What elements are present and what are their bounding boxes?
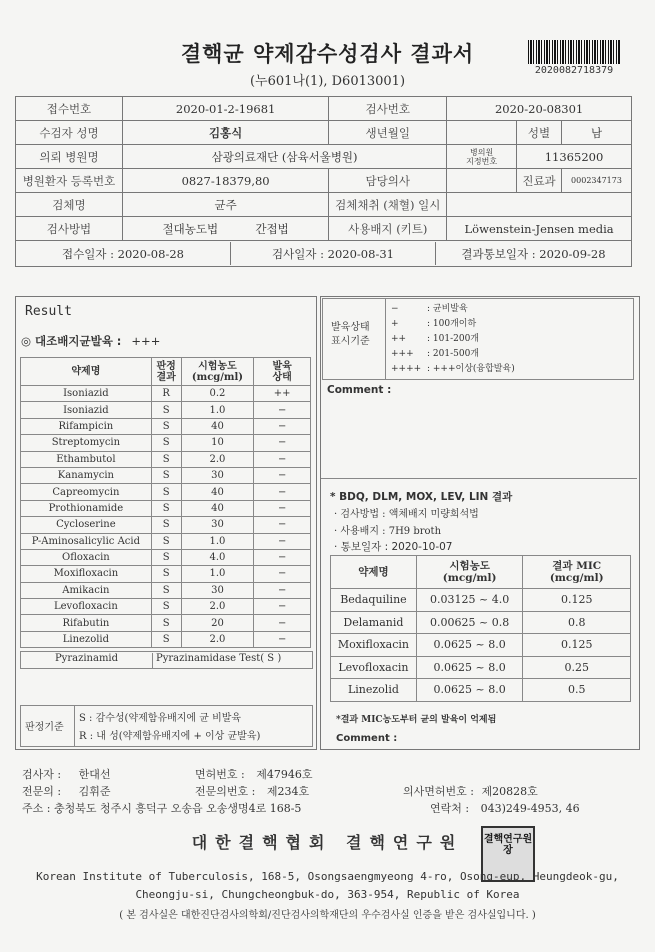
mic-table (330, 555, 631, 702)
growth-status: − (254, 615, 311, 631)
growth-status: − (254, 467, 311, 483)
drug-name: P-Aminosalicylic Acid (21, 533, 152, 549)
concentration: 40 (181, 484, 254, 500)
judgment: S (151, 599, 181, 615)
hospital-label: 의뢰 병원명 (16, 145, 123, 169)
method-indirect: 간접법 (255, 221, 289, 236)
drug-row (21, 435, 311, 451)
drug-row (21, 599, 311, 615)
criteria-r: R : 내 성(약제함유배지에 + 이상 균발육) (79, 731, 261, 742)
spec-no-line (195, 783, 309, 799)
mic-range: 0.0625 ~ 8.0 (416, 656, 523, 679)
growth-status: − (254, 435, 311, 451)
mic-result: 0.5 (523, 679, 631, 702)
hospital-name: 삼광의료재단 (삼육서울병원) (122, 145, 446, 169)
concentration: 40 (181, 500, 254, 516)
mic-row (331, 589, 631, 612)
legend-symbol: + (391, 319, 399, 329)
address: 충청북도 청주시 흥덕구 오송읍 오송생명4로 168-5 (53, 802, 302, 815)
drug-name: Kanamycin (21, 467, 152, 483)
legend-items (391, 301, 515, 376)
drug-name: Prothionamide (21, 500, 152, 516)
growth-status: − (254, 582, 311, 598)
comment-label: Comment : (327, 384, 392, 396)
mic-rows (331, 589, 631, 702)
drug-name: Isoniazid (21, 386, 152, 402)
concentration: 2.0 (181, 631, 254, 647)
legend-item (391, 316, 515, 331)
concentration: 1.0 (181, 533, 254, 549)
mic-drug-name: Bedaquiline (331, 589, 417, 612)
report-title: 결핵균 약제감수성검사 결과서 (180, 42, 475, 66)
receipt-no-label: 접수번호 (16, 97, 123, 121)
address-line (22, 800, 301, 816)
drug-name: Amikacin (21, 582, 152, 598)
mic-range: 0.03125 ~ 4.0 (416, 589, 523, 612)
judgment: S (151, 615, 181, 631)
dept-label: 진료과 (517, 169, 562, 193)
drug-row (21, 402, 311, 418)
report-date-cell (436, 242, 632, 265)
dept-value: 0002347173 (562, 169, 632, 193)
receipt-no: 2020-01-2-19681 (122, 97, 328, 121)
mic-range: 0.00625 ~ 0.8 (416, 611, 523, 634)
mic-medium: · 사용배지 : 7H9 broth (334, 526, 442, 537)
drug-name: Linezolid (21, 631, 152, 647)
tester-label: 검사자 : (22, 768, 62, 781)
drug-name: Cycloserine (21, 517, 152, 533)
phone-line (430, 800, 580, 816)
legend-label: 발육상태 표시기준 (331, 322, 370, 347)
legend-item (391, 346, 515, 361)
drug-row (21, 500, 311, 516)
test-date: 2020-08-31 (327, 246, 394, 261)
concentration: 40 (181, 418, 254, 434)
tester-line (22, 766, 110, 782)
phone-label: 연락처 : (430, 802, 470, 815)
test-no-label: 검사번호 (329, 97, 447, 121)
mic-col-result: 결과 MIC (mcg/ml) (523, 556, 631, 589)
mic-col-range: 시험농도 (mcg/ml) (416, 556, 523, 589)
judgment: S (151, 566, 181, 582)
legend-desc: : 201-500개 (427, 349, 479, 359)
mic-drug-name: Levofloxacin (331, 656, 417, 679)
collect-label: 검체채취 (채혈) 일시 (329, 193, 447, 217)
growth-status: − (254, 451, 311, 467)
mic-row (331, 634, 631, 657)
control-growth-value: +++ (131, 334, 161, 348)
judgment: S (151, 549, 181, 565)
drug-row (21, 549, 311, 565)
growth-status: − (254, 599, 311, 615)
drug-row (21, 418, 311, 434)
legend-symbol: ++++ (391, 364, 422, 374)
judgment: S (151, 582, 181, 598)
drug-row (21, 386, 311, 402)
drug-row (21, 451, 311, 467)
concentration: 20 (181, 615, 254, 631)
growth-legend (322, 298, 634, 380)
receive-date: 2020-08-28 (117, 246, 184, 261)
seal-text: 결핵연구원장 (483, 834, 533, 856)
legend-desc: : 100개이하 (427, 319, 477, 329)
col-judgment: 판정 결과 (151, 358, 181, 386)
dates-row (16, 241, 632, 267)
concentration: 2.0 (181, 599, 254, 615)
license-no: 제47946호 (256, 768, 313, 781)
method-absolute: 절대농도법 (162, 221, 219, 236)
hospital-code: 11365200 (517, 145, 632, 169)
growth-status: − (254, 500, 311, 516)
judgment: S (151, 402, 181, 418)
drug-susceptibility-table (20, 357, 311, 648)
drug-name: Ofloxacin (21, 549, 152, 565)
specialist-label: 전문의 : (22, 785, 62, 798)
drug-name: Levofloxacin (21, 599, 152, 615)
mic-heading: * BDQ, DLM, MOX, LEV, LIN 결과 (330, 491, 513, 503)
receive-date-cell (16, 242, 231, 265)
doctor-label: 담당의사 (329, 169, 447, 193)
judgment: S (151, 435, 181, 451)
legend-desc: : 101-200개 (427, 334, 479, 344)
concentration: 30 (181, 582, 254, 598)
concentration: 30 (181, 467, 254, 483)
phone: 043)249-4953, 46 (480, 802, 580, 815)
growth-status: − (254, 402, 311, 418)
drug-row (21, 517, 311, 533)
mic-range: 0.0625 ~ 8.0 (416, 634, 523, 657)
institute-name: 대한결핵협회 결핵연구원 (191, 833, 464, 852)
medium-value: Löwenstein-Jensen media (447, 217, 632, 241)
specimen-value: 균주 (122, 193, 328, 217)
mic-row (331, 611, 631, 634)
drug-row (21, 582, 311, 598)
legend-item (391, 361, 515, 376)
drug-name: Moxifloxacin (21, 566, 152, 582)
mic-comment-label: Comment : (336, 733, 398, 744)
judgment: S (151, 533, 181, 549)
drug-row (21, 484, 311, 500)
drug-row (21, 615, 311, 631)
barcode (528, 40, 620, 64)
drug-name: Isoniazid (21, 402, 152, 418)
receive-date-label: 접수일자 : (62, 246, 114, 261)
concentration: 1.0 (181, 566, 254, 582)
license-line (195, 766, 312, 782)
patient-info-table (15, 96, 632, 267)
specialist-line (22, 783, 110, 799)
growth-status: ++ (254, 386, 311, 402)
sex-value: 남 (562, 121, 632, 145)
mic-drug-name: Moxifloxacin (331, 634, 417, 657)
mic-row (331, 656, 631, 679)
concentration: 0.2 (181, 386, 254, 402)
test-date-label: 검사일자 : (272, 246, 324, 261)
growth-status: − (254, 517, 311, 533)
concentration: 30 (181, 517, 254, 533)
control-growth (21, 333, 160, 349)
col-concentration: 시험농도 (mcg/ml) (181, 358, 254, 386)
sex-label: 성별 (517, 121, 562, 145)
institute-address-en-1: Korean Institute of Tuberculosis, 168-5, Osongsaengmyeong 4-ro, Osong-eup, Heungdeok-gu, (36, 870, 619, 883)
drug-row (21, 467, 311, 483)
patient-name-label: 수검자 성명 (16, 121, 123, 145)
barcode-number: 2020082718379 (534, 65, 614, 76)
legend-symbol: − (391, 304, 399, 314)
legend-item (391, 301, 515, 316)
growth-status: − (254, 549, 311, 565)
mic-range: 0.0625 ~ 8.0 (416, 679, 523, 702)
criteria-label: 판정기준 (25, 722, 64, 733)
mic-col-drug: 약제명 (331, 556, 417, 589)
birth-value (447, 121, 517, 145)
concentration: 1.0 (181, 402, 254, 418)
judgment: S (151, 467, 181, 483)
drug-name: Streptomycin (21, 435, 152, 451)
mic-result: 0.125 (523, 634, 631, 657)
tester-name: 한대선 (78, 768, 111, 781)
collect-value (447, 193, 632, 217)
judgment: S (151, 517, 181, 533)
concentration: 2.0 (181, 451, 254, 467)
legend-item (391, 331, 515, 346)
criteria-s: S : 감수성(약제함유배지에 균 비발육 (79, 713, 242, 724)
spec-no: 제234호 (266, 785, 310, 798)
method-label: 검사방법 (16, 217, 123, 241)
patient-name: 김홍식 (122, 121, 328, 145)
medium-label: 사용배지 (키트) (329, 217, 447, 241)
pyrazinamide-row (20, 651, 313, 669)
growth-status: − (254, 484, 311, 500)
pza-name: Pyrazinamid (21, 653, 153, 668)
doctor-license-line (403, 783, 538, 799)
drug-name: Capreomycin (21, 484, 152, 500)
drug-name: Ethambutol (21, 451, 152, 467)
mic-drug-name: Delamanid (331, 611, 417, 634)
birth-label: 생년월일 (329, 121, 447, 145)
mic-drug-name: Linezolid (331, 679, 417, 702)
mic-result: 0.25 (523, 656, 631, 679)
col-growth: 발육 상태 (254, 358, 311, 386)
judgment: R (151, 386, 181, 402)
mic-report-date: · 통보일자 : 2020-10-07 (334, 541, 453, 553)
doctor-value (447, 169, 517, 193)
concentration: 4.0 (181, 549, 254, 565)
mic-result: 0.125 (523, 589, 631, 612)
test-date-cell (231, 242, 436, 265)
doctor-license-no: 제20828호 (481, 785, 538, 798)
judgment: S (151, 451, 181, 467)
mic-result: 0.8 (523, 611, 631, 634)
drug-rows (21, 386, 311, 648)
legend-symbol: +++ (391, 349, 414, 359)
patient-reg-label: 병원환자 등록번호 (16, 169, 123, 193)
address-label: 주소 : (22, 802, 51, 815)
judgment: S (151, 500, 181, 516)
legend-desc: : +++이상(융합발육) (427, 364, 515, 374)
doctor-license-label: 의사면허번호 : (403, 785, 474, 798)
test-no: 2020-20-08301 (447, 97, 632, 121)
report-code: (누601나(1), D6013001) (249, 74, 406, 89)
specialist-name: 김휘준 (78, 785, 111, 798)
judgment: S (151, 418, 181, 434)
drug-row (21, 533, 311, 549)
control-growth-label: ◎ 대조배지균발육 : (21, 334, 122, 348)
concentration: 10 (181, 435, 254, 451)
growth-status: − (254, 533, 311, 549)
result-title: Result (25, 304, 72, 319)
legend-symbol: ++ (391, 334, 407, 344)
institute-address-en-2: Cheongju-si, Chungcheongbuk-do, 363-954, Republic of Korea (135, 888, 520, 901)
patient-reg-no: 0827-18379,80 (122, 169, 328, 193)
col-drug: 약제명 (21, 358, 152, 386)
judgment: S (151, 631, 181, 647)
mic-method: · 검사방법 : 액체배지 미량희석법 (334, 509, 479, 520)
growth-status: − (254, 418, 311, 434)
drug-name: Rifampicin (21, 418, 152, 434)
method-value (122, 217, 328, 241)
hospital-code-label: 병의원 지정번호 (447, 145, 517, 169)
spec-no-label: 전문의번호 : (195, 785, 256, 798)
drug-name: Rifabutin (21, 615, 152, 631)
drug-row (21, 566, 311, 582)
mic-note: *결과 MIC농도부터 균의 발육이 억제됨 (336, 715, 497, 725)
specimen-label: 검체명 (16, 193, 123, 217)
drug-row (21, 631, 311, 647)
report-date: 2020-09-28 (539, 246, 606, 261)
growth-status: − (254, 631, 311, 647)
growth-status: − (254, 566, 311, 582)
criteria-box (20, 705, 313, 747)
license-label: 면허번호 : (195, 768, 245, 781)
judgment: S (151, 484, 181, 500)
dates-inner (16, 242, 631, 265)
legend-desc: : 균비발육 (427, 304, 468, 314)
report-date-label: 결과통보일자 : (461, 246, 536, 261)
certification-note: ( 본 검사실은 대한진단검사의학회/진단검사의학재단의 우수검사실 인증을 받은 검사실입니다. ) (119, 910, 536, 921)
mic-row (331, 679, 631, 702)
pza-value: Pyrazinamidase Test( S ) (156, 653, 282, 664)
